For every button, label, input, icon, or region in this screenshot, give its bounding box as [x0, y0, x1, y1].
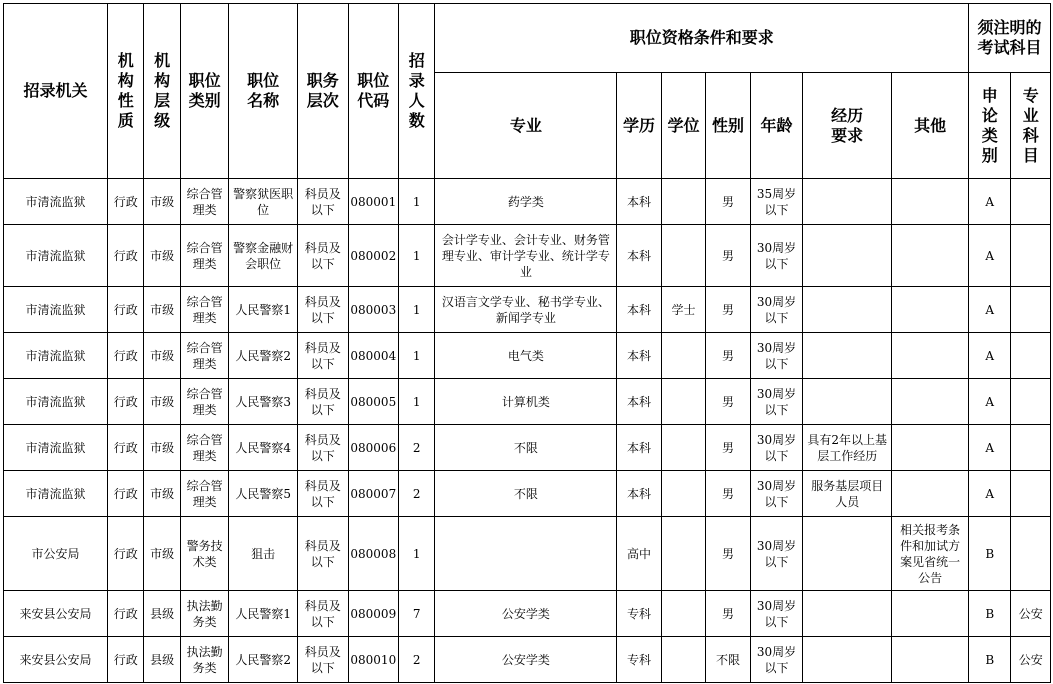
cell-category: 警务技术类	[180, 517, 229, 591]
cell-level: 市级	[144, 425, 180, 471]
cell-gender: 男	[706, 333, 750, 379]
cell-level: 县级	[144, 591, 180, 637]
cell-subject	[1011, 379, 1051, 425]
cell-degree	[661, 333, 705, 379]
cell-gender: 不限	[706, 637, 750, 683]
cell-count: 2	[399, 637, 435, 683]
cell-subject	[1011, 333, 1051, 379]
cell-other	[892, 425, 969, 471]
cell-category: 执法勤务类	[180, 591, 229, 637]
cell-rank: 科员及以下	[298, 333, 349, 379]
cell-name: 警察金融财会职位	[229, 225, 298, 287]
cell-category: 综合管理类	[180, 379, 229, 425]
header-org-nature: 机构性质	[108, 4, 144, 179]
cell-degree	[661, 425, 705, 471]
cell-code: 080005	[348, 379, 399, 425]
cell-nature: 行政	[108, 287, 144, 333]
cell-gender: 男	[706, 379, 750, 425]
cell-gender: 男	[706, 517, 750, 591]
cell-name: 警察狱医职位	[229, 179, 298, 225]
cell-level: 市级	[144, 287, 180, 333]
cell-gender: 男	[706, 471, 750, 517]
header-experience: 经历要求	[803, 73, 892, 179]
cell-nature: 行政	[108, 379, 144, 425]
cell-essay: A	[969, 471, 1011, 517]
cell-other	[892, 591, 969, 637]
cell-education: 专科	[617, 637, 661, 683]
cell-degree	[661, 179, 705, 225]
cell-essay: A	[969, 179, 1011, 225]
cell-name: 狙击	[229, 517, 298, 591]
cell-count: 1	[399, 287, 435, 333]
header-major-subject: 专业科目	[1011, 73, 1051, 179]
cell-gender: 男	[706, 225, 750, 287]
cell-education: 本科	[617, 179, 661, 225]
cell-name: 人民警察5	[229, 471, 298, 517]
cell-age: 30周岁以下	[750, 637, 803, 683]
cell-level: 市级	[144, 179, 180, 225]
header-education: 学历	[617, 73, 661, 179]
cell-agency: 来安县公安局	[4, 637, 108, 683]
table-row	[4, 591, 1051, 637]
cell-subject	[1011, 179, 1051, 225]
cell-nature: 行政	[108, 333, 144, 379]
cell-name: 人民警察3	[229, 379, 298, 425]
cell-experience: 具有2年以上基层工作经历	[803, 425, 892, 471]
cell-experience	[803, 591, 892, 637]
cell-count: 2	[399, 425, 435, 471]
cell-age: 30周岁以下	[750, 425, 803, 471]
cell-age: 30周岁以下	[750, 333, 803, 379]
cell-subject	[1011, 471, 1051, 517]
cell-degree	[661, 225, 705, 287]
cell-essay: B	[969, 517, 1011, 591]
table-row	[4, 517, 1051, 591]
header-agency: 招录机关	[4, 4, 108, 179]
cell-name: 人民警察1	[229, 287, 298, 333]
cell-category: 执法勤务类	[180, 637, 229, 683]
header-degree: 学位	[661, 73, 705, 179]
cell-agency: 市清流监狱	[4, 425, 108, 471]
cell-major: 计算机类	[435, 379, 617, 425]
header-rank-level: 职务层次	[298, 4, 349, 179]
cell-category: 综合管理类	[180, 179, 229, 225]
header-exam-subjects: 须注明的考试科目	[969, 4, 1051, 73]
cell-rank: 科员及以下	[298, 637, 349, 683]
cell-agency: 市清流监狱	[4, 179, 108, 225]
cell-major: 不限	[435, 471, 617, 517]
cell-education: 本科	[617, 425, 661, 471]
cell-experience	[803, 379, 892, 425]
cell-agency: 市清流监狱	[4, 225, 108, 287]
cell-degree: 学士	[661, 287, 705, 333]
cell-degree	[661, 591, 705, 637]
cell-gender: 男	[706, 179, 750, 225]
cell-level: 市级	[144, 333, 180, 379]
cell-education: 本科	[617, 471, 661, 517]
cell-major: 电气类	[435, 333, 617, 379]
cell-category: 综合管理类	[180, 425, 229, 471]
cell-code: 080006	[348, 425, 399, 471]
cell-other	[892, 225, 969, 287]
cell-essay: A	[969, 333, 1011, 379]
cell-rank: 科员及以下	[298, 425, 349, 471]
cell-age: 30周岁以下	[750, 517, 803, 591]
cell-major: 公安学类	[435, 637, 617, 683]
cell-education: 本科	[617, 287, 661, 333]
cell-nature: 行政	[108, 471, 144, 517]
cell-level: 市级	[144, 379, 180, 425]
cell-education: 本科	[617, 333, 661, 379]
cell-education: 专科	[617, 591, 661, 637]
cell-nature: 行政	[108, 425, 144, 471]
cell-gender: 男	[706, 287, 750, 333]
cell-degree	[661, 517, 705, 591]
cell-subject	[1011, 287, 1051, 333]
cell-education: 本科	[617, 225, 661, 287]
cell-experience	[803, 287, 892, 333]
cell-age: 30周岁以下	[750, 471, 803, 517]
header-other: 其他	[892, 73, 969, 179]
table-row	[4, 225, 1051, 287]
table-row	[4, 471, 1051, 517]
cell-rank: 科员及以下	[298, 517, 349, 591]
cell-code: 080004	[348, 333, 399, 379]
cell-major: 药学类	[435, 179, 617, 225]
cell-other	[892, 379, 969, 425]
cell-nature: 行政	[108, 225, 144, 287]
cell-category: 综合管理类	[180, 287, 229, 333]
cell-agency: 市公安局	[4, 517, 108, 591]
cell-agency: 市清流监狱	[4, 287, 108, 333]
cell-major	[435, 517, 617, 591]
table-row	[4, 637, 1051, 683]
cell-gender: 男	[706, 425, 750, 471]
cell-experience	[803, 637, 892, 683]
cell-gender: 男	[706, 591, 750, 637]
cell-degree	[661, 379, 705, 425]
table-row	[4, 425, 1051, 471]
cell-other	[892, 471, 969, 517]
cell-count: 1	[399, 179, 435, 225]
cell-nature: 行政	[108, 591, 144, 637]
header-position-code: 职位代码	[348, 4, 399, 179]
header-age: 年龄	[750, 73, 803, 179]
cell-agency: 市清流监狱	[4, 379, 108, 425]
cell-age: 30周岁以下	[750, 591, 803, 637]
cell-level: 县级	[144, 637, 180, 683]
cell-agency: 市清流监狱	[4, 471, 108, 517]
cell-level: 市级	[144, 471, 180, 517]
cell-rank: 科员及以下	[298, 471, 349, 517]
cell-experience: 服务基层项目人员	[803, 471, 892, 517]
header-position-name: 职位名称	[229, 4, 298, 179]
header-qualifications: 职位资格条件和要求	[435, 4, 969, 73]
cell-age: 30周岁以下	[750, 287, 803, 333]
cell-experience	[803, 179, 892, 225]
header-recruit-count: 招录人数	[399, 4, 435, 179]
cell-code: 080003	[348, 287, 399, 333]
cell-experience	[803, 517, 892, 591]
cell-major: 不限	[435, 425, 617, 471]
cell-subject	[1011, 517, 1051, 591]
cell-count: 1	[399, 517, 435, 591]
cell-agency: 来安县公安局	[4, 591, 108, 637]
table-row	[4, 179, 1051, 225]
cell-code: 080008	[348, 517, 399, 591]
cell-essay: B	[969, 637, 1011, 683]
cell-name: 人民警察1	[229, 591, 298, 637]
table-row	[4, 379, 1051, 425]
cell-rank: 科员及以下	[298, 379, 349, 425]
cell-category: 综合管理类	[180, 333, 229, 379]
cell-essay: A	[969, 225, 1011, 287]
cell-rank: 科员及以下	[298, 225, 349, 287]
table-row	[4, 287, 1051, 333]
cell-count: 1	[399, 333, 435, 379]
header-essay-category: 申论类别	[969, 73, 1011, 179]
cell-experience	[803, 333, 892, 379]
cell-age: 30周岁以下	[750, 225, 803, 287]
cell-other: 相关报考条件和加试方案见省统一公告	[892, 517, 969, 591]
cell-code: 080010	[348, 637, 399, 683]
cell-agency: 市清流监狱	[4, 333, 108, 379]
table-row	[4, 333, 1051, 379]
cell-count: 2	[399, 471, 435, 517]
cell-nature: 行政	[108, 179, 144, 225]
cell-code: 080007	[348, 471, 399, 517]
cell-education: 本科	[617, 379, 661, 425]
cell-degree	[661, 637, 705, 683]
cell-nature: 行政	[108, 637, 144, 683]
cell-count: 7	[399, 591, 435, 637]
cell-subject: 公安	[1011, 637, 1051, 683]
cell-count: 1	[399, 225, 435, 287]
header-gender: 性别	[706, 73, 750, 179]
header-position-category: 职位类别	[180, 4, 229, 179]
cell-nature: 行政	[108, 517, 144, 591]
cell-rank: 科员及以下	[298, 287, 349, 333]
cell-rank: 科员及以下	[298, 591, 349, 637]
cell-degree	[661, 471, 705, 517]
cell-code: 080001	[348, 179, 399, 225]
cell-category: 综合管理类	[180, 225, 229, 287]
header-major: 专业	[435, 73, 617, 179]
header-org-level: 机构层级	[144, 4, 180, 179]
cell-major: 公安学类	[435, 591, 617, 637]
cell-other	[892, 637, 969, 683]
cell-code: 080002	[348, 225, 399, 287]
cell-other	[892, 179, 969, 225]
cell-level: 市级	[144, 225, 180, 287]
cell-other	[892, 287, 969, 333]
cell-name: 人民警察2	[229, 333, 298, 379]
cell-subject	[1011, 225, 1051, 287]
cell-major: 汉语言文学专业、秘书学专业、新闻学专业	[435, 287, 617, 333]
cell-code: 080009	[348, 591, 399, 637]
cell-category: 综合管理类	[180, 471, 229, 517]
cell-essay: A	[969, 287, 1011, 333]
cell-count: 1	[399, 379, 435, 425]
cell-essay: A	[969, 379, 1011, 425]
cell-essay: A	[969, 425, 1011, 471]
cell-subject	[1011, 425, 1051, 471]
cell-subject: 公安	[1011, 591, 1051, 637]
cell-name: 人民警察2	[229, 637, 298, 683]
cell-age: 30周岁以下	[750, 379, 803, 425]
cell-education: 高中	[617, 517, 661, 591]
cell-rank: 科员及以下	[298, 179, 349, 225]
cell-name: 人民警察4	[229, 425, 298, 471]
cell-other	[892, 333, 969, 379]
cell-major: 会计学专业、会计专业、财务管理专业、审计学专业、统计学专业	[435, 225, 617, 287]
cell-age: 35周岁以下	[750, 179, 803, 225]
recruitment-table	[3, 3, 1051, 683]
cell-experience	[803, 225, 892, 287]
cell-level: 市级	[144, 517, 180, 591]
cell-essay: B	[969, 591, 1011, 637]
